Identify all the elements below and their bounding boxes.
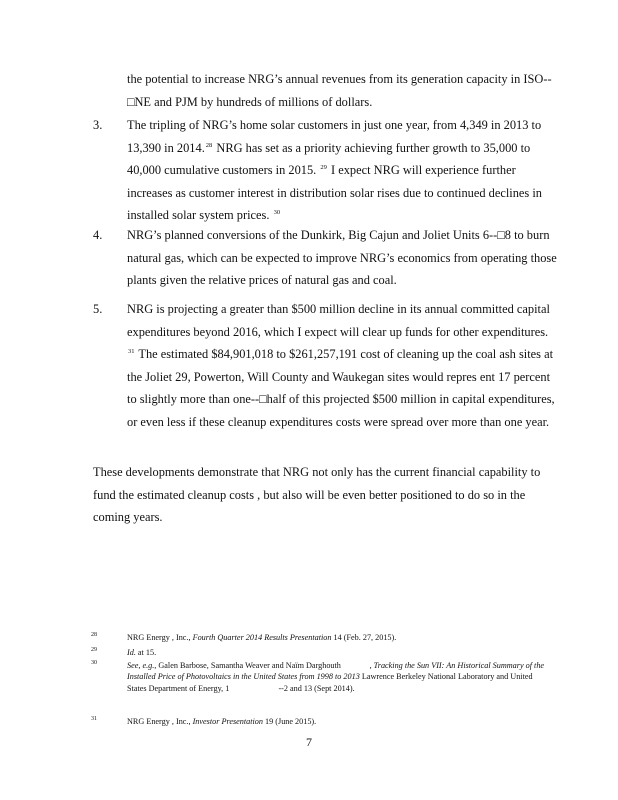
conclusion-paragraph: These developments demonstrate that NRG not only has the current financial capability to fund the estimated cleanup costs , but also will be even better positioned to do so in the coming years. — [93, 465, 541, 525]
footnote-number: 30 — [91, 660, 97, 666]
list-item-text: NRG is projecting a greater than $500 million decline in its annual committed capital expenditures beyond 2016, which I expect will clear up funds for other expenditures. $^{31}$ The estimated $84,901,018 to $261,257,191 cost of cleaning up the coal ash sites at the Joliet 29, Powerton, Will County and Waukegan sites would repres ent 17 percent to slightly more than one--□half of this projected $500 million in capital expenditures, or even less if these cleanup expenditures costs were spread over more than one year. — [127, 302, 555, 429]
list-item-text: NRG’s planned conversions of the Dunkirk, Big Cajun and Joliet Units 6--□8 to burn natural gas, which can be expected to improve NRG’s economics from operating those plants given the relative prices of natural gas and coal. — [127, 228, 557, 288]
list-item-number: 3. — [93, 118, 103, 132]
footnote-number: 28 — [91, 632, 97, 638]
list-item-number: 4. — [93, 228, 103, 242]
footnote-ref-29[interactable]: 29 — [320, 164, 327, 172]
footnote-number: 29 — [91, 647, 97, 653]
list-item-text: The tripling of NRG’s home solar customers in just one year, from 4,349 in 2013 to 13,390 in 2014.28 NRG has set as a priority achieving further growth to 35,000 to 40,000 cumulative customers in 2015. $^{29}$ I expect NRG will experience further increases as customer interest in distribution solar rises due to continued declines in installed solar system prices. $^{30}$ — [127, 118, 542, 223]
footnote-text: NRG Energy , Inc., Investor Presentation 19 (June 2015). — [127, 717, 317, 726]
list-item-number: 5. — [93, 302, 103, 316]
footnote-ref-28[interactable]: 28 — [205, 141, 213, 149]
footnote-text: NRG Energy , Inc., Fourth Quarter 2014 Results Presentation 14 (Feb. 27, 2015). — [127, 633, 397, 642]
footnote-number: 31 — [91, 716, 97, 722]
page-number: 7 — [306, 735, 312, 749]
footnote-ref-31[interactable]: 31 — [128, 348, 135, 356]
footnote-text: See, e.g., Galen Barbose, Samantha Weaver and Naïm Darghouth , Tracking the Sun VII: An Historical Summary of the Installed Price of Photovoltaics in the United States from 1998 to 2013 Lawrence Berkeley National Laboratory and United States Department of Energy, 1 --2 and 13 (Sept 2014). — [127, 661, 545, 693]
continuation-paragraph: the potential to increase NRG’s annual revenues from its generation capacity in ISO--□NE and PJM by hundreds of millions of dollars. — [127, 72, 552, 109]
footnote-text: Id. at 15. — [127, 648, 157, 657]
footnote-ref-30[interactable]: 30 — [273, 209, 281, 217]
